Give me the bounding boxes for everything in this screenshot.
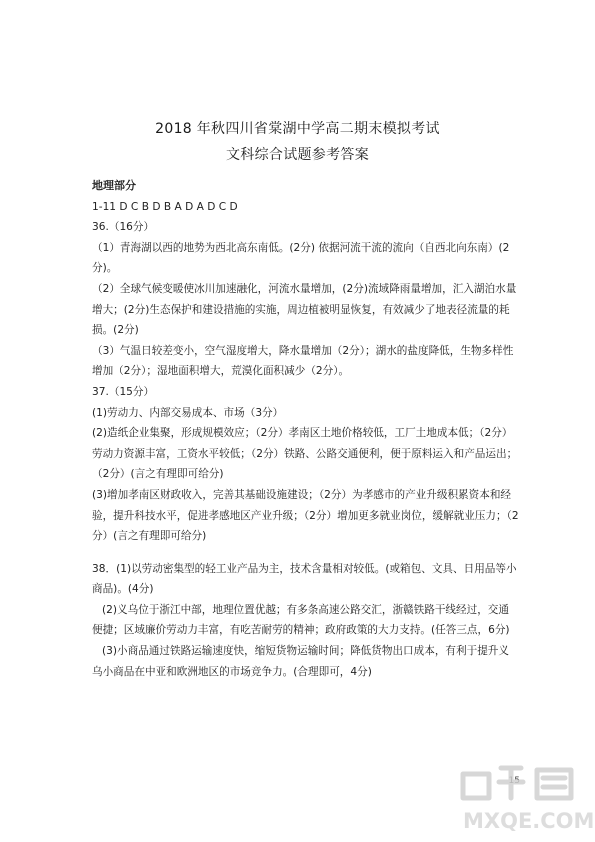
answer-line: 38．(1)以劳动密集型的轻工业产品为主，技术含量相对较低。(或箱包、文具、日用品等小 [92, 562, 517, 575]
answer-content [92, 176, 522, 682]
exam-subtitle: 文科综合试题参考答案 [226, 147, 369, 163]
answer-line: 分)。 [92, 262, 118, 275]
page-number: 15 [508, 776, 520, 786]
answer-line: 便捷；区域廉价劳动力丰富，有吃苦耐劳的精神；政府政策的大力支持。(任答三点，6分) [92, 624, 510, 637]
exam-title: 2018 年秋四川省棠湖中学高二期末模拟考试 [155, 121, 440, 137]
answer-line: 劳动力资源丰富，工资水平较低；（2分）铁路、公路交通便利，便于原料运入和产品运出； [92, 447, 518, 460]
answer-line: 商品)。(4分) [92, 583, 154, 596]
answer-line: (2)义乌位于浙江中部，地理位置优越；有多条高速公路交汇，浙赣铁路干线经过，交通 [102, 603, 509, 616]
answer-line: 增加（2分）；湿地面积增大，荒漠化面积减少（2分）。 [92, 365, 350, 378]
answer-line: （2分）(言之有理即可给分) [92, 468, 224, 481]
answer-line: （1）青海湖以西的地势为西北高东南低。(2分) 依据河流干流的流向（自西北向东南）(2 [92, 241, 510, 254]
mxqe-logo-icon [455, 758, 595, 834]
answer-line: (3)小商品通过铁路运输速度快，缩短货物运输时间；降低货物出口成本，有利于提升义 [102, 645, 509, 658]
answer-line: （2）全球气候变暖使冰川加速融化，河流水量增加，(2分)流域降雨量增加，汇入湖泊水量 [92, 282, 517, 295]
answer-line: 分）(言之有理即可给分) [92, 530, 207, 543]
blank-line [92, 547, 522, 559]
answer-line: 37.（15分） [92, 385, 155, 398]
section-heading: 地理部分 [92, 179, 136, 192]
answer-line: 乌小商品在中亚和欧洲地区的市场竞争力。(合理即可，4分) [92, 665, 372, 678]
answer-line: 1-11 D C B D B A D A D C D [92, 200, 238, 213]
answer-line: 损。(2分) [92, 324, 139, 337]
answer-line: (3)增加孝南区财政收入，完善其基础设施建设；（2分）为孝感市的产业升级积累资本和经 [92, 488, 512, 501]
logo-url-text: MXQE.COM [463, 809, 595, 833]
answer-line: 增大；(2分)生态保护和建设措施的实施，周边植被明显恢复，有效减少了地表径流量的耗 [92, 303, 510, 316]
answer-line: 36.（16分） [92, 221, 155, 234]
answer-line: （3）气温日较差变小，空气湿度增大，降水量增加（2分）；湖水的盐度降低，生物多样性 [92, 344, 514, 357]
answer-line: 验，提升科技水平，促进孝感地区产业升级；（2分）增加更多就业岗位，缓解就业压力；（2 [92, 509, 519, 522]
answer-line: (1)劳动力、内部交易成本、市场（3分） [92, 406, 284, 419]
answer-line: (2)造纸企业集聚，形成规模效应；（2分）孝南区土地价格较低，工厂土地成本低；（2分） [92, 427, 513, 440]
